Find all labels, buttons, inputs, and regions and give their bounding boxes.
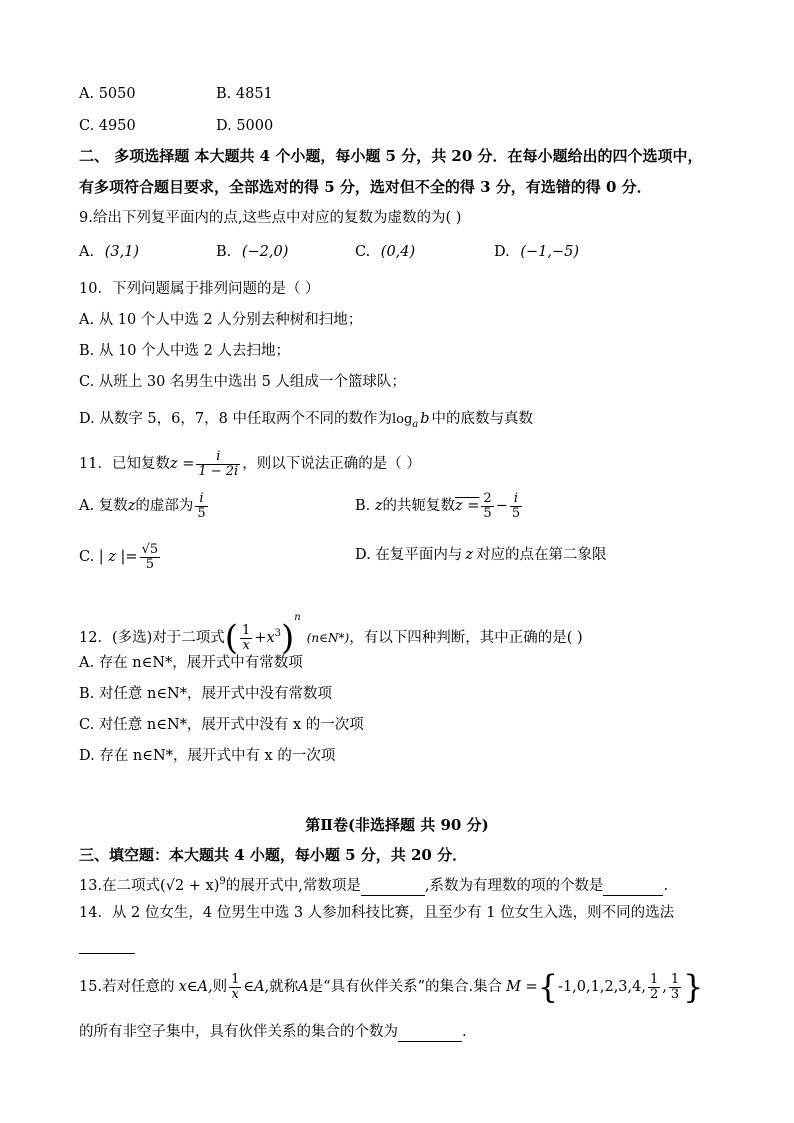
- q13-blank-constant[interactable]: [361, 879, 425, 896]
- q12-den: x: [242, 637, 250, 653]
- q11-stem-post: ，则以下说法正确的是（ ）: [242, 456, 421, 472]
- q9-option-a-value: (3,1): [104, 244, 140, 260]
- q8-option-b: B. 4851: [216, 86, 273, 102]
- q9-option-d-value: (−1,−5): [520, 244, 580, 260]
- q11-stem: [79, 444, 421, 484]
- q11-option-c: [79, 537, 162, 577]
- q10-log-base: a: [412, 418, 419, 430]
- q12-num: 1: [242, 622, 251, 638]
- q11-option-a: [79, 486, 210, 526]
- q10-log: log: [391, 412, 413, 427]
- q12-right-paren: ): [281, 618, 295, 658]
- section2-heading-line2: 有多项符合题目要求，全部选对的得 5 分，选对但不全的得 3 分，有选错的得 0 分．: [79, 178, 652, 196]
- q13-end: .: [663, 877, 669, 894]
- q10-option-d-tail: 中的底数与真数: [431, 411, 534, 427]
- q10-log-arg: b: [420, 411, 430, 427]
- q11-c-abs: | z |=: [98, 549, 138, 565]
- section2-heading-line1: 二、 多项选择题 本大题共 4 个小题，每小题 5 分，共 20 分．在每小题给出的四个选项中，: [79, 147, 703, 165]
- q15-x-in: x∈A,: [178, 979, 213, 995]
- q12-exp3: 3: [274, 628, 282, 640]
- q15-right-brace: }: [683, 968, 704, 1006]
- q9-option-a: [79, 242, 139, 262]
- q11-c-pre: C.: [79, 549, 95, 565]
- q13: [79, 872, 668, 896]
- q10-option-c: C. 从班上 30 名男生中选出 5 人组成一个篮球队；: [79, 374, 406, 390]
- q10-option-b: B. 从 10 个人中选 2 人去扫地；: [79, 343, 290, 359]
- q9-option-b-value: (−2,0): [241, 244, 289, 260]
- q15-in-a: ∈A,: [243, 979, 270, 995]
- q10-option-d: [79, 409, 533, 435]
- q11-fraction-num: i: [196, 450, 240, 465]
- q11-b-den2: 5: [511, 505, 521, 521]
- q11-b-num1: 2: [483, 490, 492, 506]
- q15-third: [669, 973, 681, 1002]
- q15-recip-num: 1: [231, 971, 240, 987]
- q15-third-den: 3: [670, 986, 680, 1002]
- q15-recip-den: x: [231, 986, 239, 1002]
- q15-half-num: 1: [649, 971, 659, 987]
- q15-half: [648, 973, 660, 1002]
- q11-a-num: i: [195, 492, 207, 507]
- q13-mid: 的展开式中,常数项是: [225, 877, 361, 894]
- q11-fraction: [196, 450, 240, 479]
- q11-c-den: 5: [145, 556, 154, 572]
- q9-stem: 9.给出下列复平面内的点,这些点中对应的复数为虚数的为( ): [79, 210, 462, 226]
- section3-heading: 三、填空题：本大题共 4 小题，每小题 5 分，共 20 分．: [79, 846, 468, 864]
- q14-line1: 14．从 2 位女生，4 位男生中选 3 人参加科技比赛，且至少有 1 位女生入选，则不同的选法: [79, 905, 675, 921]
- q13-mid2: ,系数为有理数的项的个数是: [424, 877, 604, 894]
- q14-line2: [79, 934, 135, 954]
- q11-stem-pre: 11．已知复数: [79, 456, 170, 472]
- q11-d-post: 对应的点在第二象限: [475, 547, 607, 563]
- q11-option-d: [355, 545, 606, 565]
- q15-blank[interactable]: [398, 1025, 462, 1042]
- q11-b-minus: −: [495, 498, 508, 514]
- q12-stem-post: ，有以下四种判断，其中正确的是( ): [349, 630, 583, 646]
- q11-a-pre: A. 复数: [79, 498, 128, 514]
- q11-b-z: z: [374, 498, 383, 514]
- q15-recip: [229, 973, 241, 1002]
- q11-a-den: 5: [197, 505, 206, 521]
- q11-c-num: √5: [141, 541, 159, 557]
- q11-d-z: z: [465, 547, 473, 563]
- q12-plus-x: +x: [254, 630, 275, 646]
- q15-then: 则: [212, 979, 228, 995]
- q14-blank[interactable]: [79, 937, 135, 954]
- q11-b-frac1: [481, 492, 493, 521]
- q13-pre: 13.在二项式(√2 + x): [79, 877, 220, 894]
- q12-option-a: A. 存在 n∈N*，展开式中有常数项: [79, 655, 303, 671]
- q11-option-b: [355, 486, 524, 526]
- q8-option-c: C. 4950: [79, 118, 136, 134]
- q9-option-d: [494, 242, 579, 262]
- q15-line2-pre: 的所有非空子集中，具有伙伴关系的集合的个数为: [79, 1024, 398, 1040]
- q11-b-frac2: [510, 492, 522, 521]
- q12-option-b: B. 对任意 n∈N*，展开式中没有常数项: [79, 686, 332, 702]
- q11-fraction-den: 1 − 2i: [198, 463, 239, 479]
- q11-b-zbar: z =: [455, 498, 480, 514]
- q15-pre: 15.若对任意的: [79, 979, 175, 995]
- q12-condition: (n∈N*): [306, 631, 350, 645]
- q10-option-a: A. 从 10 个人中选 2 人分别去种树和扫地；: [79, 312, 363, 328]
- q12-left-paren: (: [224, 618, 239, 658]
- q8-option-d: D. 5000: [216, 118, 274, 134]
- q10-stem: 10．下列问题属于排列问题的是（ ）: [79, 281, 320, 297]
- q15-line2-end: .: [462, 1024, 467, 1040]
- part2-title: 第Ⅱ卷(非选择题 共 90 分): [305, 816, 489, 834]
- q12-exp-n: n: [294, 612, 301, 623]
- q15-mid: 就称: [269, 979, 299, 995]
- q11-b-pre: B.: [355, 498, 371, 514]
- q13-exp: 9: [219, 876, 226, 887]
- q9-option-c-label: C.: [355, 244, 371, 260]
- q9-option-d-label: D.: [494, 244, 510, 260]
- q11-c-fraction: [140, 543, 161, 572]
- q11-b-num2: i: [510, 492, 522, 507]
- q11-b-den1: 5: [483, 505, 492, 521]
- q15-half-den: 2: [649, 986, 659, 1002]
- q12-stem: [79, 596, 583, 658]
- q11-a-z: z: [127, 498, 136, 514]
- q15-line2: [79, 1022, 467, 1042]
- q9-option-b: [216, 242, 288, 262]
- q12-option-d: D. 存在 n∈N*，展开式中有 x 的一次项: [79, 748, 336, 764]
- q11-b-mid: 的共轭复数: [382, 498, 456, 514]
- q15-m: M =: [506, 979, 538, 995]
- q15-a: A: [298, 979, 309, 995]
- q15-set-items: -1,0,1,2,3,4,: [558, 979, 646, 995]
- q15-third-num: 1: [670, 971, 680, 987]
- q15-mid2: 是“具有伙伴关系”的集合.集合: [308, 979, 503, 995]
- q11-a-fraction: [195, 492, 207, 521]
- q15-line1: 15.若对任意的 x∈A,则 $\frac{1}{x}$ ∈A,就称A是“具有伙伴关系”的集合.集合 M ={-1,0,1,2,3,4, $\frac{1}{2}$ , $\frac{1}{3}$ }: [79, 968, 704, 1006]
- q9-option-c: [355, 242, 415, 262]
- q11-z-eq: z =: [169, 456, 195, 472]
- q9-option-a-label: A.: [79, 244, 95, 260]
- q15-left-brace: {: [537, 968, 559, 1006]
- q12-stem-pre: 12．(多选)对于二项式: [79, 630, 225, 646]
- q9-option-c-value: (0,4): [380, 244, 416, 260]
- q10-option-d-text: D. 从数字 5，6，7，8 中任取两个不同的数作为: [79, 411, 392, 427]
- q8-option-a: A. 5050: [79, 86, 136, 102]
- q13-blank-count[interactable]: [603, 879, 663, 896]
- q12-fraction: [240, 624, 252, 653]
- q9-option-b-label: B.: [216, 244, 232, 260]
- q11-d-pre: D. 在复平面内与: [355, 547, 463, 563]
- q12-option-c: C. 对任意 n∈N*，展开式中没有 x 的一次项: [79, 717, 364, 733]
- q11-a-mid: 的虚部为: [135, 498, 194, 514]
